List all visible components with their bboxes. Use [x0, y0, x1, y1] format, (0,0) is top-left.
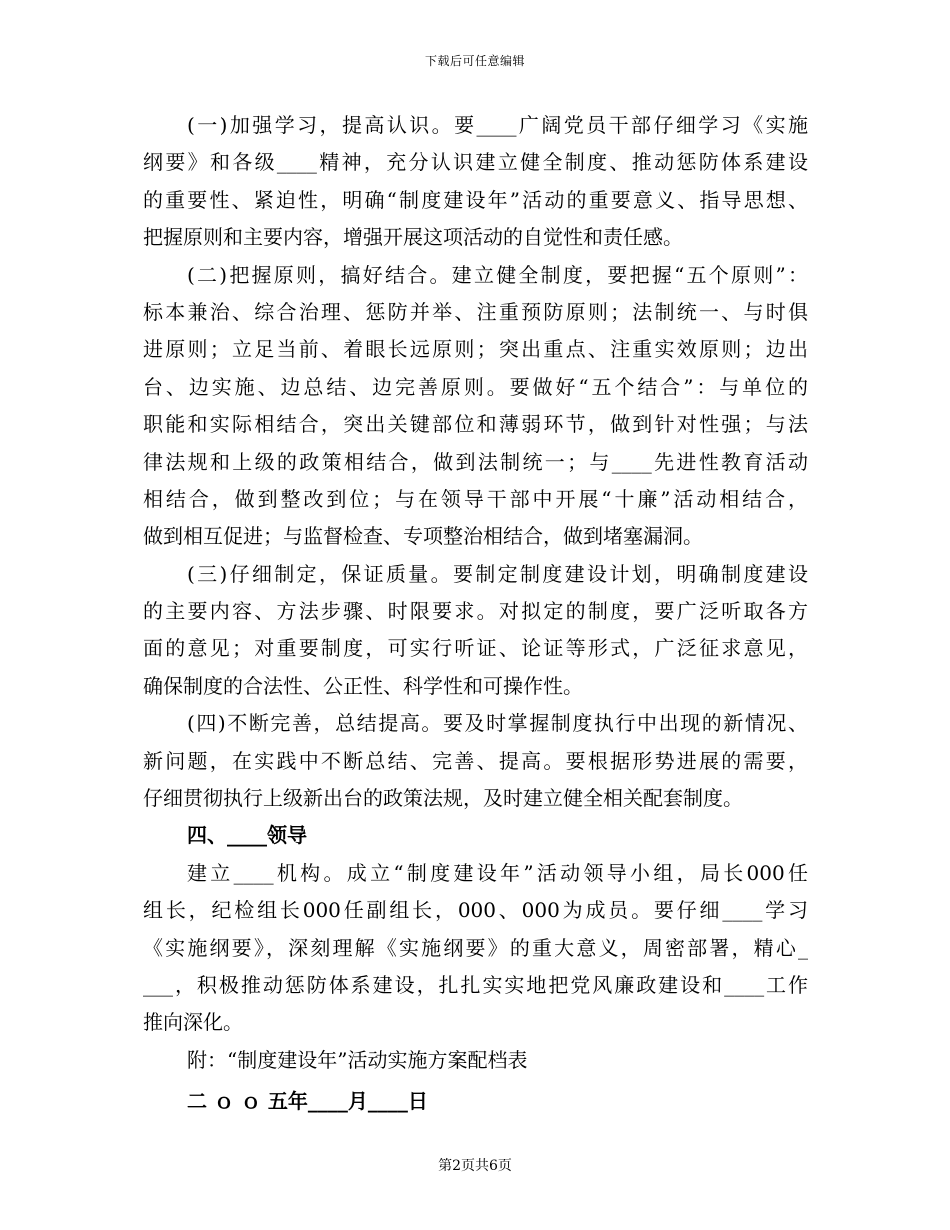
paragraph-2-line-5: 职能和实际相结合，突出关键部位和薄弱环节，做到针对性强；与法: [143, 412, 808, 437]
paragraph-5-line-4: ___，积极推动惩防体系建设，扎扎实实地把党风廉政建设和____工作: [143, 972, 808, 997]
paragraph-3-line-4: 确保制度的合法性、公正性、科学性和可操作性。: [143, 673, 583, 698]
paragraph-2-line-7: 相结合，做到整改到位；与在领导干部中开展“十廉”活动相结合，: [143, 486, 808, 511]
paragraph-2-line-2: 标本兼治、综合治理、惩防并举、注重预防原则；法制统一、与时俱: [143, 299, 808, 324]
paragraph-2-line-3: 进原则；立足当前、着眼长远原则；突出重点、注重实效原则；边出: [143, 337, 808, 362]
paragraph-1-line-2: 纲要》和各级____精神，充分认识建立健全制度、推动惩防体系建设: [143, 150, 808, 175]
section-heading: 四、____领导: [187, 823, 307, 848]
attachment-note: 附：“制度建设年”活动实施方案配档表: [187, 1047, 528, 1072]
paragraph-5-line-1: 建立____机构。成立“制度建设年”活动领导小组，局长000任: [187, 860, 808, 885]
paragraph-5-line-2: 组长，纪检组长000任副组长，000、000为成员。要仔细____学习: [143, 898, 808, 923]
page-header: 下载后可任意编辑: [424, 54, 525, 68]
paragraph-1-line-3: 的重要性、紧迫性，明确“制度建设年”活动的重要意义、指导思想、: [143, 187, 808, 212]
paragraph-3-line-1: (三)仔细制定，保证质量。要制定制度建设计划，明确制度建设: [187, 561, 808, 586]
paragraph-1-line-1: (一)加强学习，提高认识。要____广阔党员干部仔细学习《实施: [187, 113, 808, 137]
paragraph-1-line-4: 把握原则和主要内容，增强开展这项活动的自觉性和责任感。: [143, 225, 683, 250]
paragraph-4-line-2: 新问题，在实践中不断总结、完善、提高。要根据形势进展的需要，: [143, 748, 808, 773]
document-date: 二 ｏ ｏ 五年____月____日: [187, 1089, 428, 1114]
paragraph-4-line-1: (四)不断完善，总结提高。要及时掌握制度执行中出现的新情况、: [187, 711, 808, 736]
paragraph-3-line-2: 的主要内容、方法步骤、时限要求。对拟定的制度，要广泛听取各方: [143, 599, 808, 624]
paragraph-2-line-8: 做到相互促进；与监督检查、专项整治相结合，做到堵塞漏洞。: [143, 524, 703, 549]
page-number: 第2页共6页: [438, 1158, 512, 1174]
paragraph-4-line-3: 仔细贯彻执行上级新出台的政策法规，及时建立健全相关配套制度。: [143, 786, 743, 811]
document-body: [143, 107, 808, 1121]
paragraph-2-line-4: 台、边实施、边总结、边完善原则。要做好“五个结合”：与单位的: [143, 374, 808, 399]
paragraph-3-line-3: 面的意见；对重要制度，可实行听证、论证等形式，广泛征求意见，: [143, 636, 808, 661]
paragraph-2-line-6: 律法规和上级的政策相结合，做到法制统一；与____先进性教育活动: [143, 449, 808, 474]
paragraph-2-line-1: (二)把握原则，搞好结合。建立健全制度，要把握“五个原则”：: [187, 262, 808, 287]
paragraph-5-line-5: 推向深化。: [143, 1010, 243, 1035]
paragraph-5-line-3: 《实施纲要》，深刻理解《实施纲要》的重大意义，周密部署，精心_: [143, 935, 808, 960]
